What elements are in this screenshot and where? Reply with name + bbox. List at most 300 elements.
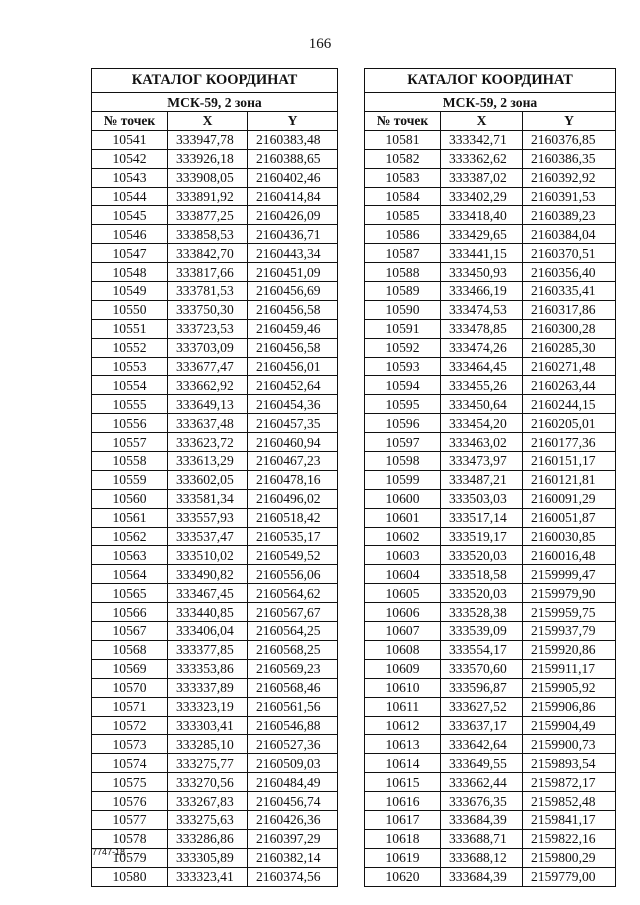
table-row	[92, 300, 338, 319]
point-number-cell: 10617	[365, 810, 441, 829]
point-number-cell: 10561	[92, 508, 168, 527]
point-number-cell: 10601	[365, 508, 441, 527]
column-header-x: X	[168, 112, 248, 131]
table-row	[365, 263, 616, 282]
point-number-cell: 10618	[365, 829, 441, 848]
point-number-cell: 10589	[365, 282, 441, 301]
point-number-cell: 10614	[365, 754, 441, 773]
y-coordinate-cell: 2160285,30	[523, 338, 616, 357]
point-number-cell: 10612	[365, 716, 441, 735]
table-row	[92, 263, 338, 282]
table-row	[365, 640, 616, 659]
point-number-cell: 10602	[365, 527, 441, 546]
table-row	[92, 452, 338, 471]
point-number-cell: 10548	[92, 263, 168, 282]
table-row	[92, 527, 338, 546]
x-coordinate-cell: 333520,03	[441, 546, 523, 565]
table-row	[365, 489, 616, 508]
x-coordinate-cell: 333637,48	[168, 414, 248, 433]
x-coordinate-cell: 333429,65	[441, 225, 523, 244]
table-row	[92, 376, 338, 395]
x-coordinate-cell: 333723,53	[168, 319, 248, 338]
x-coordinate-cell: 333750,30	[168, 300, 248, 319]
y-coordinate-cell: 2160121,81	[523, 470, 616, 489]
x-coordinate-cell: 333323,41	[168, 867, 248, 886]
y-coordinate-cell: 2160382,14	[248, 848, 338, 867]
table-row	[365, 225, 616, 244]
table-row	[92, 489, 338, 508]
table-row	[365, 867, 616, 886]
table-row	[92, 697, 338, 716]
table-row	[365, 508, 616, 527]
point-number-cell: 10620	[365, 867, 441, 886]
y-coordinate-cell: 2159906,86	[523, 697, 616, 716]
point-number-cell: 10595	[365, 395, 441, 414]
x-coordinate-cell: 333463,02	[441, 433, 523, 452]
point-number-cell: 10571	[92, 697, 168, 716]
y-coordinate-cell: 2160556,06	[248, 565, 338, 584]
table-row	[365, 792, 616, 811]
y-coordinate-cell: 2159841,17	[523, 810, 616, 829]
table-row	[92, 867, 338, 886]
point-number-cell: 10541	[92, 130, 168, 149]
y-coordinate-cell: 2160452,64	[248, 376, 338, 395]
y-coordinate-cell: 2160300,28	[523, 319, 616, 338]
table-row	[365, 338, 616, 357]
y-coordinate-cell: 2159852,48	[523, 792, 616, 811]
table-row	[365, 414, 616, 433]
y-coordinate-cell: 2160436,71	[248, 225, 338, 244]
point-number-cell: 10568	[92, 640, 168, 659]
point-number-cell: 10545	[92, 206, 168, 225]
table-row	[92, 130, 338, 149]
y-coordinate-cell: 2159872,17	[523, 773, 616, 792]
page-number: 166	[308, 36, 332, 52]
point-number-cell: 10606	[365, 603, 441, 622]
x-coordinate-cell: 333570,60	[441, 659, 523, 678]
point-number-cell: 10615	[365, 773, 441, 792]
point-number-cell: 10546	[92, 225, 168, 244]
point-number-cell: 10569	[92, 659, 168, 678]
point-number-cell: 10592	[365, 338, 441, 357]
point-number-cell: 10574	[92, 754, 168, 773]
table-row	[92, 584, 338, 603]
column-header-point-number: № точек	[365, 112, 441, 131]
x-coordinate-cell: 333519,17	[441, 527, 523, 546]
y-coordinate-cell: 2160317,86	[523, 300, 616, 319]
table-row	[365, 319, 616, 338]
y-coordinate-cell: 2160456,58	[248, 338, 338, 357]
table-row	[365, 810, 616, 829]
y-coordinate-cell: 2159822,16	[523, 829, 616, 848]
x-coordinate-cell: 333517,14	[441, 508, 523, 527]
point-number-cell: 10551	[92, 319, 168, 338]
y-coordinate-cell: 2160244,15	[523, 395, 616, 414]
table-row	[365, 470, 616, 489]
y-coordinate-cell: 2160389,23	[523, 206, 616, 225]
table-row	[92, 319, 338, 338]
point-number-cell: 10557	[92, 433, 168, 452]
y-coordinate-cell: 2160459,46	[248, 319, 338, 338]
point-number-cell: 10593	[365, 357, 441, 376]
x-coordinate-cell: 333305,89	[168, 848, 248, 867]
x-coordinate-cell: 333474,26	[441, 338, 523, 357]
table-row	[92, 848, 338, 867]
table-row	[92, 168, 338, 187]
y-coordinate-cell: 2160383,48	[248, 130, 338, 149]
table-row	[92, 829, 338, 848]
column-header-point-number: № точек	[92, 112, 168, 131]
point-number-cell: 10584	[365, 187, 441, 206]
x-coordinate-cell: 333450,64	[441, 395, 523, 414]
x-coordinate-cell: 333688,71	[441, 829, 523, 848]
table-row	[365, 546, 616, 565]
x-coordinate-cell: 333450,93	[441, 263, 523, 282]
y-coordinate-cell: 2159999,47	[523, 565, 616, 584]
x-coordinate-cell: 333474,53	[441, 300, 523, 319]
x-coordinate-cell: 333528,38	[441, 603, 523, 622]
table-row	[365, 754, 616, 773]
table-row	[92, 546, 338, 565]
point-number-cell: 10566	[92, 603, 168, 622]
table-row	[92, 149, 338, 168]
point-number-cell: 10594	[365, 376, 441, 395]
point-number-cell: 10556	[92, 414, 168, 433]
y-coordinate-cell: 2159905,92	[523, 678, 616, 697]
table-row	[92, 187, 338, 206]
point-number-cell: 10583	[365, 168, 441, 187]
point-number-cell: 10598	[365, 452, 441, 471]
point-number-cell: 10562	[92, 527, 168, 546]
table-row	[365, 848, 616, 867]
point-number-cell: 10603	[365, 546, 441, 565]
y-coordinate-cell: 2160527,36	[248, 735, 338, 754]
point-number-cell: 10613	[365, 735, 441, 754]
point-number-cell: 10549	[92, 282, 168, 301]
x-coordinate-cell: 333613,29	[168, 452, 248, 471]
x-coordinate-cell: 333467,45	[168, 584, 248, 603]
table-row	[365, 584, 616, 603]
table-row	[365, 678, 616, 697]
point-number-cell: 10605	[365, 584, 441, 603]
x-coordinate-cell: 333440,85	[168, 603, 248, 622]
y-coordinate-cell: 2160454,36	[248, 395, 338, 414]
y-coordinate-cell: 2159979,90	[523, 584, 616, 603]
point-number-cell: 10590	[365, 300, 441, 319]
point-number-cell: 10608	[365, 640, 441, 659]
document-code: 7747-18	[92, 847, 126, 857]
coordinate-system-zone: МСК-59, 2 зона	[92, 93, 338, 112]
table-row	[365, 527, 616, 546]
table-row	[92, 640, 338, 659]
y-coordinate-cell: 2160376,85	[523, 130, 616, 149]
x-coordinate-cell: 333539,09	[441, 622, 523, 641]
x-coordinate-cell: 333842,70	[168, 244, 248, 263]
table-row	[92, 622, 338, 641]
table-row	[92, 433, 338, 452]
column-header-x: X	[441, 112, 523, 131]
x-coordinate-cell: 333684,39	[441, 810, 523, 829]
x-coordinate-cell: 333402,29	[441, 187, 523, 206]
y-coordinate-cell: 2160335,41	[523, 282, 616, 301]
x-coordinate-cell: 333270,56	[168, 773, 248, 792]
x-coordinate-cell: 333642,64	[441, 735, 523, 754]
table-row	[365, 735, 616, 754]
y-coordinate-cell: 2160484,49	[248, 773, 338, 792]
x-coordinate-cell: 333478,85	[441, 319, 523, 338]
point-number-cell: 10587	[365, 244, 441, 263]
table-row	[365, 433, 616, 452]
point-number-cell: 10572	[92, 716, 168, 735]
x-coordinate-cell: 333406,04	[168, 622, 248, 641]
point-number-cell: 10577	[92, 810, 168, 829]
point-number-cell: 10544	[92, 187, 168, 206]
point-number-cell: 10585	[365, 206, 441, 225]
point-number-cell: 10559	[92, 470, 168, 489]
x-coordinate-cell: 333418,40	[441, 206, 523, 225]
point-number-cell: 10573	[92, 735, 168, 754]
table-row	[92, 206, 338, 225]
x-coordinate-cell: 333662,44	[441, 773, 523, 792]
x-coordinate-cell: 333285,10	[168, 735, 248, 754]
y-coordinate-cell: 2159937,79	[523, 622, 616, 641]
y-coordinate-cell: 2159900,73	[523, 735, 616, 754]
y-coordinate-cell: 2160451,09	[248, 263, 338, 282]
point-number-cell: 10591	[365, 319, 441, 338]
x-coordinate-cell: 333781,53	[168, 282, 248, 301]
x-coordinate-cell: 333454,20	[441, 414, 523, 433]
table-row	[92, 338, 338, 357]
x-coordinate-cell: 333353,86	[168, 659, 248, 678]
x-coordinate-cell: 333342,71	[441, 130, 523, 149]
x-coordinate-cell: 333473,97	[441, 452, 523, 471]
x-coordinate-cell: 333858,53	[168, 225, 248, 244]
y-coordinate-cell: 2160535,17	[248, 527, 338, 546]
point-number-cell: 10564	[92, 565, 168, 584]
table-row	[365, 206, 616, 225]
point-number-cell: 10542	[92, 149, 168, 168]
x-coordinate-cell: 333323,19	[168, 697, 248, 716]
point-number-cell: 10600	[365, 489, 441, 508]
table-row	[365, 282, 616, 301]
y-coordinate-cell: 2160388,65	[248, 149, 338, 168]
table-row	[365, 149, 616, 168]
y-coordinate-cell: 2160091,29	[523, 489, 616, 508]
y-coordinate-cell: 2160564,25	[248, 622, 338, 641]
table-row	[92, 414, 338, 433]
table-row	[92, 792, 338, 811]
x-coordinate-cell: 333286,86	[168, 829, 248, 848]
x-coordinate-cell: 333908,05	[168, 168, 248, 187]
catalog-title: КАТАЛОГ КООРДИНАТ	[92, 69, 338, 93]
y-coordinate-cell: 2159911,17	[523, 659, 616, 678]
y-coordinate-cell: 2160456,01	[248, 357, 338, 376]
coordinate-system-zone: МСК-59, 2 зона	[365, 93, 616, 112]
point-number-cell: 10552	[92, 338, 168, 357]
x-coordinate-cell: 333387,02	[441, 168, 523, 187]
y-coordinate-cell: 2160478,16	[248, 470, 338, 489]
y-coordinate-cell: 2160030,85	[523, 527, 616, 546]
point-number-cell: 10586	[365, 225, 441, 244]
y-coordinate-cell: 2160391,53	[523, 187, 616, 206]
x-coordinate-cell: 333503,03	[441, 489, 523, 508]
y-coordinate-cell: 2160456,74	[248, 792, 338, 811]
table-row	[365, 187, 616, 206]
point-number-cell: 10616	[365, 792, 441, 811]
point-number-cell: 10607	[365, 622, 441, 641]
point-number-cell: 10554	[92, 376, 168, 395]
y-coordinate-cell: 2160509,03	[248, 754, 338, 773]
y-coordinate-cell: 2160460,94	[248, 433, 338, 452]
y-coordinate-cell: 2160518,42	[248, 508, 338, 527]
y-coordinate-cell: 2159920,86	[523, 640, 616, 659]
x-coordinate-cell: 333602,05	[168, 470, 248, 489]
point-number-cell: 10553	[92, 357, 168, 376]
y-coordinate-cell: 2160457,35	[248, 414, 338, 433]
y-coordinate-cell: 2160384,04	[523, 225, 616, 244]
point-number-cell: 10550	[92, 300, 168, 319]
table-row	[365, 716, 616, 735]
column-header-y: Y	[523, 112, 616, 131]
x-coordinate-cell: 333303,41	[168, 716, 248, 735]
y-coordinate-cell: 2160426,09	[248, 206, 338, 225]
table-row	[92, 735, 338, 754]
point-number-cell: 10570	[92, 678, 168, 697]
point-number-cell: 10581	[365, 130, 441, 149]
coordinate-catalog-table-left	[91, 68, 338, 887]
table-row	[365, 130, 616, 149]
x-coordinate-cell: 333684,39	[441, 867, 523, 886]
y-coordinate-cell: 2160386,35	[523, 149, 616, 168]
y-coordinate-cell: 2159893,54	[523, 754, 616, 773]
x-coordinate-cell: 333677,47	[168, 357, 248, 376]
y-coordinate-cell: 2160263,44	[523, 376, 616, 395]
y-coordinate-cell: 2160205,01	[523, 414, 616, 433]
point-number-cell: 10555	[92, 395, 168, 414]
y-coordinate-cell: 2160496,02	[248, 489, 338, 508]
y-coordinate-cell: 2160456,69	[248, 282, 338, 301]
point-number-cell: 10619	[365, 848, 441, 867]
y-coordinate-cell: 2160549,52	[248, 546, 338, 565]
table-row	[92, 810, 338, 829]
y-coordinate-cell: 2160392,92	[523, 168, 616, 187]
y-coordinate-cell: 2160414,84	[248, 187, 338, 206]
table-row	[92, 773, 338, 792]
x-coordinate-cell: 333817,66	[168, 263, 248, 282]
y-coordinate-cell: 2159779,00	[523, 867, 616, 886]
x-coordinate-cell: 333947,78	[168, 130, 248, 149]
y-coordinate-cell: 2160456,58	[248, 300, 338, 319]
point-number-cell: 10575	[92, 773, 168, 792]
point-number-cell: 10580	[92, 867, 168, 886]
y-coordinate-cell: 2160467,23	[248, 452, 338, 471]
coordinate-catalog-table-right	[364, 68, 616, 887]
x-coordinate-cell: 333623,72	[168, 433, 248, 452]
x-coordinate-cell: 333688,12	[441, 848, 523, 867]
table-row	[365, 622, 616, 641]
x-coordinate-cell: 333649,13	[168, 395, 248, 414]
y-coordinate-cell: 2160546,88	[248, 716, 338, 735]
x-coordinate-cell: 333877,25	[168, 206, 248, 225]
x-coordinate-cell: 333464,45	[441, 357, 523, 376]
x-coordinate-cell: 333520,03	[441, 584, 523, 603]
x-coordinate-cell: 333362,62	[441, 149, 523, 168]
y-coordinate-cell: 2160567,67	[248, 603, 338, 622]
point-number-cell: 10560	[92, 489, 168, 508]
x-coordinate-cell: 333490,82	[168, 565, 248, 584]
table-row	[365, 829, 616, 848]
point-number-cell: 10596	[365, 414, 441, 433]
y-coordinate-cell: 2160569,23	[248, 659, 338, 678]
table-row	[92, 508, 338, 527]
x-coordinate-cell: 333466,19	[441, 282, 523, 301]
table-row	[92, 357, 338, 376]
table-row	[365, 659, 616, 678]
x-coordinate-cell: 333275,77	[168, 754, 248, 773]
point-number-cell: 10609	[365, 659, 441, 678]
table-row	[365, 697, 616, 716]
y-coordinate-cell: 2160177,36	[523, 433, 616, 452]
point-number-cell: 10567	[92, 622, 168, 641]
y-coordinate-cell: 2159800,29	[523, 848, 616, 867]
table-row	[365, 376, 616, 395]
x-coordinate-cell: 333596,87	[441, 678, 523, 697]
table-row	[92, 395, 338, 414]
x-coordinate-cell: 333637,17	[441, 716, 523, 735]
table-row	[365, 773, 616, 792]
x-coordinate-cell: 333557,93	[168, 508, 248, 527]
point-number-cell: 10565	[92, 584, 168, 603]
catalog-title: КАТАЛОГ КООРДИНАТ	[365, 69, 616, 93]
point-number-cell: 10588	[365, 263, 441, 282]
table-row	[365, 603, 616, 622]
table-row	[92, 470, 338, 489]
x-coordinate-cell: 333267,83	[168, 792, 248, 811]
point-number-cell: 10610	[365, 678, 441, 697]
x-coordinate-cell: 333649,55	[441, 754, 523, 773]
y-coordinate-cell: 2160443,34	[248, 244, 338, 263]
point-number-cell: 10611	[365, 697, 441, 716]
point-number-cell: 10576	[92, 792, 168, 811]
table-row	[92, 244, 338, 263]
x-coordinate-cell: 333537,47	[168, 527, 248, 546]
y-coordinate-cell: 2160397,29	[248, 829, 338, 848]
x-coordinate-cell: 333581,34	[168, 489, 248, 508]
table-row	[365, 300, 616, 319]
table-row	[92, 659, 338, 678]
y-coordinate-cell: 2160568,25	[248, 640, 338, 659]
table-row	[365, 357, 616, 376]
table-row	[92, 565, 338, 584]
table-row	[92, 754, 338, 773]
column-header-y: Y	[248, 112, 338, 131]
x-coordinate-cell: 333275,63	[168, 810, 248, 829]
y-coordinate-cell: 2160402,46	[248, 168, 338, 187]
y-coordinate-cell: 2160561,56	[248, 697, 338, 716]
y-coordinate-cell: 2160051,87	[523, 508, 616, 527]
x-coordinate-cell: 333662,92	[168, 376, 248, 395]
x-coordinate-cell: 333627,52	[441, 697, 523, 716]
point-number-cell: 10543	[92, 168, 168, 187]
y-coordinate-cell: 2160016,48	[523, 546, 616, 565]
point-number-cell: 10597	[365, 433, 441, 452]
point-number-cell: 10547	[92, 244, 168, 263]
table-row	[92, 716, 338, 735]
y-coordinate-cell: 2160271,48	[523, 357, 616, 376]
x-coordinate-cell: 333703,09	[168, 338, 248, 357]
x-coordinate-cell: 333455,26	[441, 376, 523, 395]
table-row	[92, 603, 338, 622]
